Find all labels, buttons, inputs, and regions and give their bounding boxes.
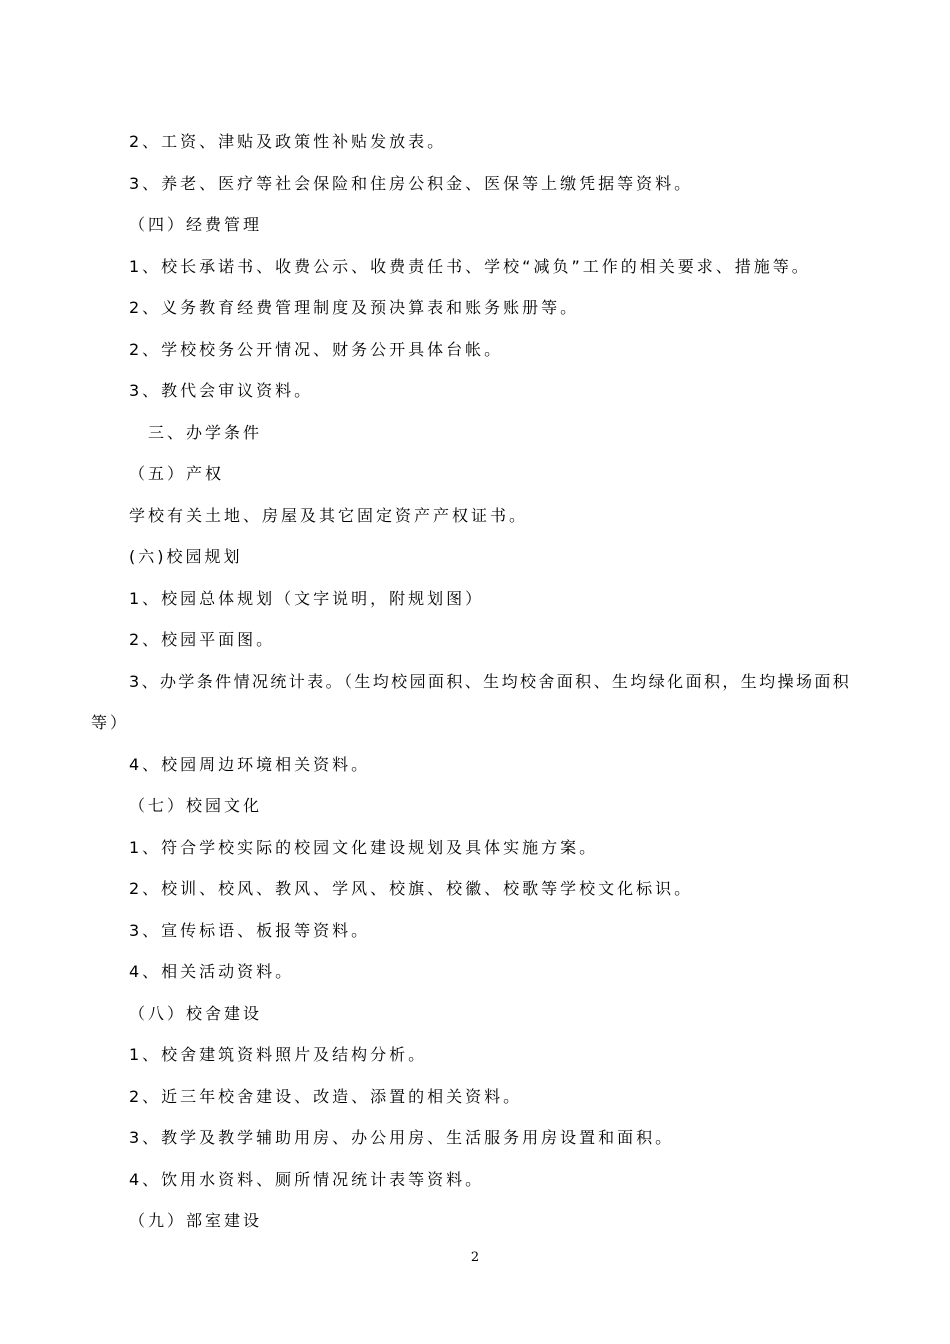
text-line-continuation: 等）	[91, 713, 130, 732]
text-line: 2、校园平面图。	[129, 630, 276, 649]
text-line: 3、养老、医疗等社会保险和住房公积金、医保等上缴凭据等资料。	[129, 174, 694, 193]
section-heading: （八）校舍建设	[129, 1004, 263, 1023]
section-heading: (六)校园规划	[129, 547, 243, 566]
text-line: 3、教学及教学辅助用房、办公用房、生活服务用房设置和面积。	[129, 1128, 675, 1147]
text-line: 2、工资、津贴及政策性补贴发放表。	[129, 132, 447, 151]
text-line: 3、教代会审议资料。	[129, 381, 314, 400]
text-line: 4、校园周边环境相关资料。	[129, 755, 371, 774]
text-line: 3、办学条件情况统计表。（生均校园面积、生均校舍面积、生均绿化面积，生均操场面积	[129, 672, 852, 691]
section-heading: （五）产权	[129, 464, 225, 483]
text-line: 学校有关土地、房屋及其它固定资产产权证书。	[129, 506, 529, 525]
text-line: 1、校园总体规划（文字说明，附规划图）	[129, 589, 485, 608]
text-line: 1、校长承诺书、收费公示、收费责任书、学校“减负”工作的相关要求、措施等。	[129, 257, 811, 276]
text-line: 1、校舍建筑资料照片及结构分析。	[129, 1045, 428, 1064]
text-line: 2、义务教育经费管理制度及预决算表和账务账册等。	[129, 298, 580, 317]
text-line: 2、学校校务公开情况、财务公开具体台帐。	[129, 340, 504, 359]
section-heading: （七）校园文化	[129, 796, 263, 815]
text-line: 2、校训、校风、教风、学风、校旗、校徽、校歌等学校文化标识。	[129, 879, 694, 898]
text-line: 4、饮用水资料、厕所情况统计表等资料。	[129, 1170, 485, 1189]
page-number: 2	[470, 1250, 480, 1265]
text-line: 2、近三年校舍建设、改造、添置的相关资料。	[129, 1087, 523, 1106]
text-line: 1、符合学校实际的校园文化建设规划及具体实施方案。	[129, 838, 599, 857]
text-line: 3、宣传标语、板报等资料。	[129, 921, 371, 940]
section-heading: （九）部室建设	[129, 1211, 263, 1230]
text-line: 4、相关活动资料。	[129, 962, 295, 981]
chapter-heading: 三、办学条件	[148, 423, 263, 442]
section-heading: （四）经费管理	[129, 215, 263, 234]
